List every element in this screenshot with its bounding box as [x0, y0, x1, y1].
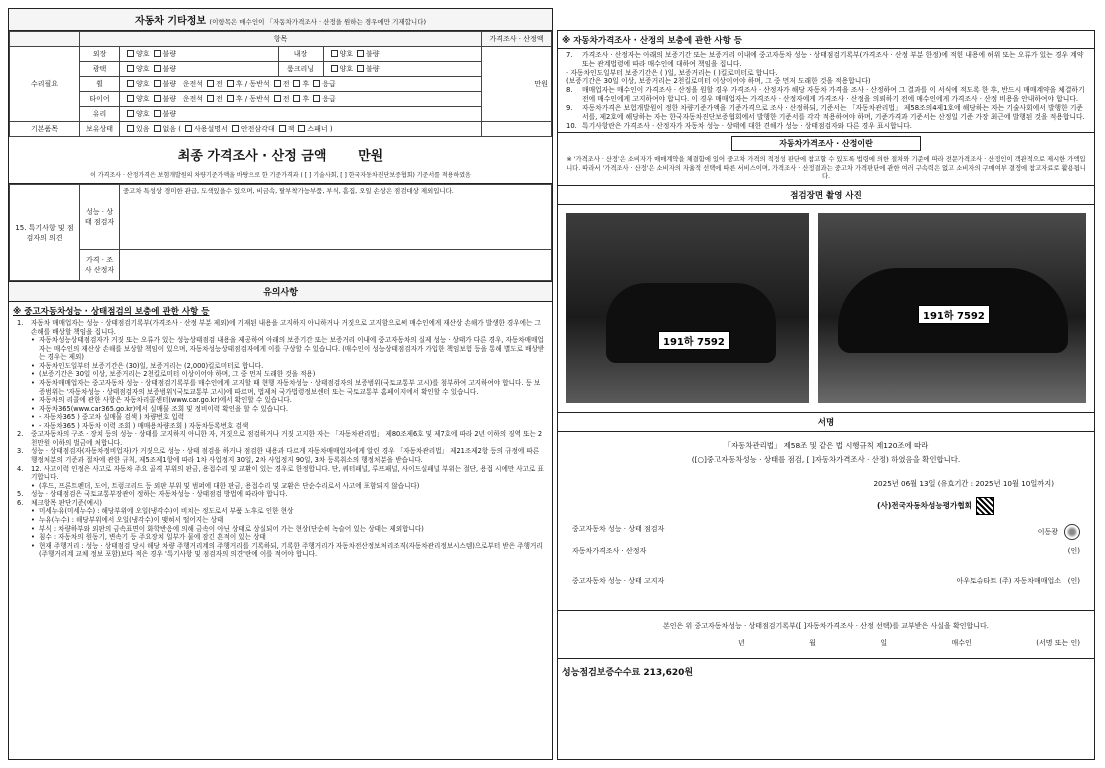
note-number: 9. [566, 103, 573, 112]
manual: 사용설명서 [194, 125, 228, 133]
row-interior: 내장 [278, 47, 323, 62]
extra-info-title [9, 9, 552, 31]
date-line: 2025년 06월 13일 (유효기간 : 2025년 10월 10일까지) [873, 478, 1054, 488]
rear: 후 [302, 80, 310, 88]
front: 전 [216, 80, 223, 88]
price-unit: 만원 [482, 47, 552, 122]
opt-good: 양호 [339, 65, 354, 73]
note-item: (보증기간은 30일 이상, 보증거리는 2천킬로미터 이상이어야 하며, 그 중 먼저 도래한 것을 적용합니다) [566, 77, 871, 86]
note-item: • - 자동차365 ) 중고차 실매물 검색 ) 차량번호 입력 [17, 413, 546, 422]
note-number: 5. [17, 490, 24, 499]
driver-side: 운전석 [182, 95, 204, 103]
note-number: 1. [17, 319, 24, 327]
note-item: • 누유(누수) : 해당부위에서 오일(냉각수)이 맺혀서 떨어지는 상태 [17, 516, 546, 525]
note-text: 성능 · 상태점검자(자동차정비업자)가 거짓으로 성능 · 상태 점검을 하거나 점검한 내용과 다르게 자동차매매업자에게 알린 경우 「자동차관리법」 제21조제2항 등의 규정에 따른 행정처분의 기준과 절차에 관한 규칙, 제5조제1항에 따라 1차 사업정지 30일, 2차 사업정지 90일, 3차 등록취소의 행정처분을 받습니다. [31, 447, 540, 464]
note-item [17, 465, 546, 482]
photos-title: 점검장면 촬영 사진 [558, 186, 1094, 205]
checkbox[interactable] [154, 50, 161, 57]
notifier-name: 아우토슈타트 (주) 자동차매매업소 [956, 576, 1062, 585]
opt-bad: 불량 [162, 95, 177, 103]
checkbox[interactable] [357, 65, 364, 72]
day-label: 일 [880, 638, 888, 647]
opt-bad: 불량 [366, 65, 380, 73]
right-section-title: ※ 자동차가격조사 · 산정의 보충에 관한 사항 등 [558, 31, 1094, 49]
checkbox[interactable] [274, 80, 281, 87]
checkbox[interactable] [154, 95, 161, 102]
qr-code-icon [976, 497, 994, 515]
checkbox[interactable] [293, 95, 300, 102]
confirm-line: ([○]중고자동차성능 · 상태를 점검, [ ]자동차가격조사 · 산정) 하였음을 확인합니다. [691, 454, 961, 464]
seal-icon [1064, 524, 1080, 540]
association-name: (사)전국자동차성능평가협회 [877, 500, 972, 510]
notifier-seal: (인) [1067, 576, 1080, 585]
extra-info-table [9, 31, 552, 137]
col-price-header: 가격조사 · 산정액 [482, 32, 552, 47]
note-item [566, 86, 1086, 104]
note-item [17, 319, 546, 336]
license-plate-right: 191하 7592 [918, 305, 990, 324]
note-text: 12. 사고이력 인정은 사고로 자동차 주요 골격 부위의 판금, 용접수리 및 교환이 있는 경우로 한정합니다. 단, 쿼터패널, 루프패널, 사이드실패널 부위는 절단, 용접 시에만 사고로 표기합니다. [31, 464, 544, 482]
opt-good: 양호 [136, 80, 150, 88]
checkbox[interactable] [154, 65, 161, 72]
opt-bad: 불량 [162, 110, 177, 118]
buyer-label: 매수인 [951, 638, 972, 647]
possession-price [482, 122, 552, 137]
checkbox[interactable] [232, 125, 239, 132]
checkbox[interactable] [279, 125, 286, 132]
note-item: • 자동차성능상태점검자가 거짓 또는 오류가 있는 성능상태점검 내용을 제공하여 아래의 보증기간 또는 보증거리 이내에 중고자동차의 실제 성능 · 상태가 다른 경우, 자동차매매업자는 매수인의 재산상 손해를 보상할 책임이 있으며, 자동차성능상태점검자에게 이를 구상할 수 있습니다. (매수인이 성능상태점검자가 가입한 책임보험 등을 통해 별도로 배상받는 경우는 제외) [17, 336, 546, 362]
final-price-heading [9, 137, 552, 168]
caution-title: 유의사항 [9, 281, 552, 302]
note-text: 체크항목 판단기준(예시) [31, 498, 102, 507]
note-number: 6. [17, 498, 24, 507]
photos-area [558, 205, 1094, 413]
basic-items-label: 기본품목 [10, 122, 80, 137]
note-text: 성능 · 상태점검은 국토교통부장관이 정하는 자동차성능 · 상태점검 방법에 따라야 합니다. [31, 490, 288, 499]
exterior-options [120, 47, 279, 62]
note-item: • 자동차인도일부터 보증기간은 (30)일, 보증거리는 (2,000)킬로미터로 합니다. [17, 362, 546, 371]
rear: 후 [302, 95, 310, 103]
final-price-heading-text: 최종 가격조사 · 산정 금액 [177, 149, 327, 164]
checkbox[interactable] [207, 95, 214, 102]
checkbox[interactable] [313, 95, 320, 102]
notifier-row [558, 576, 1094, 586]
interior-options [323, 47, 482, 62]
right-panel [557, 30, 1095, 760]
note-item [17, 430, 546, 447]
checkbox[interactable] [154, 80, 161, 87]
note-item [17, 447, 546, 464]
opt-bad: 불량 [162, 65, 177, 73]
opt-good: 양호 [339, 50, 354, 58]
note-text: 특기사항란은 가격조사 · 산정자가 자동차 성능 · 상태에 대한 견해가 성능 · 상태점검자와 다른 경우 표시합니다. [582, 121, 912, 130]
row-room-cleaning: 룸크리닝 [278, 62, 323, 77]
row-exterior: 외장 [80, 47, 120, 62]
gloss-options [120, 62, 279, 77]
law-line: 「자동차관리법」 제58조 및 같은 법 시행규칙 제120조에 따라 [723, 440, 929, 450]
note-text: 중고자동차의 구조 · 장치 등의 성능 · 상태를 고지하지 아니한 자, 거짓으로 점검하거나 거짓 고지한 자는 「자동차관리법」 제80조제6호 및 제7호에 따라 2년 이하의 징역 또는 2천만원 이하의 벌금에 처합니다. [31, 430, 543, 447]
car-body [606, 283, 776, 363]
checkbox[interactable] [227, 95, 234, 102]
spanner: 스패너 ) [307, 125, 333, 133]
row-tire: 타이어 [80, 92, 120, 107]
opinion-label: 15. 특기사항 및 점검자의 의견 [10, 185, 80, 281]
none: 없음 ( [162, 125, 182, 133]
buyer-row [738, 638, 1080, 648]
checkbox[interactable] [357, 50, 364, 57]
note-item: • (보증기간은 30일 이상, 보증거리는 2천킬로미터 이상이어야 하며, 그 중 먼저 도래한 것을 적용) [17, 370, 546, 379]
opt-bad: 불량 [162, 50, 177, 58]
checkbox[interactable] [185, 125, 192, 132]
checkbox[interactable] [154, 125, 161, 132]
opt-bad: 불량 [162, 80, 177, 88]
front: 전 [282, 95, 290, 103]
appraiser-row [558, 546, 1094, 556]
checkbox[interactable] [127, 80, 134, 87]
inspector-name: 이동광 [1037, 527, 1058, 536]
checkbox[interactable] [154, 110, 161, 117]
note-text: 자동차가격은 보험개발원이 정한 차량기준가액을 기준가격으로 조사 · 산정하되, 기준서는 「자동차관리법」 제58조의4제1호에 해당하는 자는 기술사회에서 발행한 기준서를, 제2호에 해당하는 자는 한국자동차진단보증협회에서 발행한 기준서를 각각 적용하여야 하며, 기준가격과 기준서는 산정일 기준 가장 최근에 발행된 것을 적용합니다. [582, 103, 1085, 121]
checkbox[interactable] [313, 80, 320, 87]
repair-needed-label: 수리필요 [10, 47, 80, 122]
glass-options [120, 107, 482, 122]
note-item [566, 51, 1086, 69]
emergency: 응급 [322, 95, 336, 103]
note-item: • - 자동차365 ) 자동차 이력 조회 ) 매매용차량조회 ) 자동차등록번호 검색 [17, 422, 546, 431]
opt-good: 양호 [136, 65, 150, 73]
checkbox[interactable] [331, 65, 338, 72]
signature-area [558, 432, 1094, 688]
month-label: 월 [809, 638, 816, 647]
inspector-label: 중고자동차 성능 · 상태 점검자 [572, 524, 665, 533]
opt-good: 양호 [136, 95, 150, 103]
wheel-options: 양호 불량 운전석 전 후 / 동반석 전 후 응급 [120, 77, 482, 92]
note-item [566, 104, 1086, 122]
note-number: 3. [17, 447, 24, 456]
final-price-basis: 이 가격조사 · 산정가격은 보험개발원의 차량기준가액을 바탕으로 한 기준가격과 ( [ ] 기술사회, [ ] 한국자동차진단보증협회) 기준서를 적용하였음 [9, 168, 552, 184]
inspector-row [558, 524, 1094, 540]
note-item: • 자동차의 리콜에 관한 사항은 자동차리콜센터(www.car.go.kr)에서 확인할 수 있습니다. [17, 396, 546, 405]
appraiser-label: 자동차가격조사 · 산정자 [572, 546, 647, 555]
checkbox[interactable] [127, 95, 134, 102]
signature-title: 서명 [558, 413, 1094, 432]
opt-bad: 불량 [366, 50, 380, 58]
extra-info-subtitle: (이항목은 매수인이 「자동차가격조사 · 산정을 원하는 경우에만 기재합니다) [209, 18, 427, 26]
driver-side: 운전석 [182, 80, 204, 88]
note-item: • (후드, 프론트펜더, 도어, 트렁크리드 등 외판 부위 및 범퍼에 대한 판금, 용접수리 및 교환은 단순수리로서 사고에 포함되지 않습니다) [17, 482, 546, 491]
checkbox[interactable] [274, 95, 281, 102]
year-label: 년 [738, 638, 745, 647]
row-possession: 보유상태 [80, 122, 120, 137]
checkbox[interactable] [127, 125, 134, 132]
left-section-title: ※ 중고자동차성능 · 상태점검의 보충에 관한 사항 등 [13, 307, 210, 317]
extra-info-title-text: 자동차 기타정보 [134, 16, 207, 27]
notifier-label: 중고자동차 성능 · 상태 고지자 [572, 576, 665, 585]
note-item: · 자동차인도일부터 보증기간은 ( )일, 보증거리는 ( )킬로미터로 합니다. [566, 68, 778, 77]
about-box-text: ※ '가격조사 · 산정'은 소비자가 매매계약을 체결함에 있어 중고차 가격의 적정성 판단에 참고할 수 있도록 법령에 의한 절차와 기준에 따라 전문가격조사 · 산정인이 객관적으로 제시한 가액입니다. 따라서 '가격조사 · 산정'은 소비자의 자율적 선택에 따른 서비스이며, 가격조사 · 산정결과는 중고차 가격판단에 관한 여러 구속력은 없고 소비자의 구매여부 결정에 참고자료로 활용됩니다. [558, 154, 1094, 186]
rear: 후 [235, 95, 243, 103]
note-item: • 침수 : 자동차의 원동기, 변속기 등 주요장치 일부가 물에 잠긴 흔적이 있는 상태 [17, 533, 546, 542]
note-number: 8. [566, 86, 573, 95]
right-notes [558, 49, 1094, 132]
left-notes [9, 319, 552, 559]
rear: 후 [235, 80, 243, 88]
checkbox[interactable] [127, 65, 134, 72]
passenger-side: 동반석 [249, 95, 270, 103]
appraiser-seal: (인) [1067, 546, 1080, 555]
possession-options [120, 122, 482, 137]
room-cleaning-options [323, 62, 482, 77]
note-number: 7. [566, 51, 573, 59]
fee-line: 성능점검보증수수료 213,620원 [558, 658, 1094, 684]
association-row [558, 489, 1094, 515]
license-plate-left: 191하 7592 [658, 331, 730, 350]
note-text: 매매업자는 매수인이 가격조사 · 산정을 원할 경우 가격조사 · 산정자가 해당 자동차 가격을 조사 · 산정하여 그 결과를 이 서식에 적도록 한 후, 반드시 매매계약을 체결하기 전에 매수인에게 고지하여야 합니다. 이 경우 매매업자는 가격조사 · 산정자에게 가격조사 · 산정을 의뢰하기 전에 매수인에게 가격조사 · 산정 비용을 안내하여야 합니다. [582, 86, 1085, 104]
left-panel [8, 8, 553, 760]
checkbox[interactable] [127, 110, 134, 117]
note-number: 2. [17, 430, 24, 439]
note-item: • 미세누유(미세누수) : 해당부위에 오일(냉각수)이 비치는 정도로서 부품 노후로 인한 현상 [17, 507, 546, 516]
note-item: • 부식 : 차량하부와 외판의 금속표면이 화학반응에 의해 금속이 아닌 상태로 상실되어 가는 현상(단순히 녹슬어 있는 상태는 제외합니다) [17, 525, 546, 534]
price-appraiser-label: 가격 · 조사 산정자 [80, 249, 120, 280]
note-number: 10. [566, 121, 577, 130]
checkbox[interactable] [298, 125, 305, 132]
price-appraiser-opinion [120, 249, 552, 280]
tire-options: 양호 불량 운전석 전 후 / 동반석 전 후 응급 [120, 92, 482, 107]
checkbox[interactable] [227, 80, 234, 87]
note-item: • 자동차365(www.car365.go.kr)에서 실매물 조회 및 정비이력 확인을 할 수 있습니다. [17, 405, 546, 414]
opt-good: 양호 [136, 50, 150, 58]
about-box-title: 자동차가격조사 · 산정이란 [731, 136, 921, 151]
emergency: 응급 [322, 80, 336, 88]
checkbox[interactable] [331, 50, 338, 57]
jack: 잭 [287, 125, 295, 133]
note-text: 가격조사 · 산정자는 아래의 보증기간 또는 보증거리 이내에 중고자동차 성능 · 상태점검기록부(가격조사 · 산정 부분 한정)에 적힌 내용에 허위 또는 오류가 있는 경우 계약 또는 관계법령에 따라 매수인에 대하여 책임을 집니다. [582, 51, 1084, 68]
sign-or-seal: (서명 또는 인) [1036, 638, 1080, 647]
final-price-unit: 만원 [358, 149, 384, 164]
perf-inspector-label: 성능 · 상태 점검자 [80, 185, 120, 250]
note-item [17, 490, 546, 499]
checkbox[interactable] [207, 80, 214, 87]
receipt-line: 본인은 위 중고자동차성능 · 상태점검기록부([ ]자동차가격조사 · 산정 선택)를 교부받은 사실을 확인합니다. [558, 610, 1094, 631]
opt-good: 양호 [136, 110, 150, 118]
note-item [566, 122, 1086, 131]
row-wheel: 휠 [80, 77, 120, 92]
note-item: • 현재 주행거리 : 성능 · 상태점검 당시 해당 차량 주행거리계의 주행거리를 기록하되, 기록한 주행거리가 자동차전산정보처리조직(자동차관리정보시스템)으로부터 받은 주행거리(주행거리계 교체 정보 포함)보다 적은 경우 '특기사항 및 점검자의 의견'란에 이를 적어야 합니다. [17, 542, 546, 559]
front: 전 [282, 80, 290, 88]
row-glass: 유리 [80, 107, 120, 122]
photo-rear-right [818, 213, 1086, 403]
photo-rear-left [566, 213, 809, 403]
have: 있음 [136, 125, 150, 133]
front: 전 [216, 95, 223, 103]
checkbox[interactable] [293, 80, 300, 87]
note-item: • 자동차매매업자는 중고자동차 성능 · 상태점검기록부를 매수인에게 고지할 때 현행 자동차성능 · 상태점검자의 보증범위(국토교통부 고시)를 첨부하여 고지하여야 합니다. 등 보증범위는 '자동차성능 · 상태점검자의 보증범위'(국토교통부 고시)에 따르며, 법제처 국가법령정보센터 또는 국토교통부 홈페이지에서 확인할 수 있습니다. [17, 379, 546, 396]
perf-inspector-opinion: 중고차 특성상 경미한 관급, 도색있을수 있으며, 비금속, 탈부착가능부품, 부식, 흠집, 오일 손상은 점검대상 제외입니다. [120, 185, 552, 250]
opinion-table [9, 184, 552, 281]
note-text: 자동차 매매업자는 성능 · 상태점검기록부(가격조사 · 산정 부분 제외)에 기재된 내용을 고지하지 아니하거나 거짓으로 고지함으로써 매수인에게 재산상 손해가 발생한 경우에는 그 손해를 배상할 책임을 집니다. [31, 319, 541, 336]
blank-header [10, 32, 80, 47]
passenger-side: 동반석 [249, 80, 270, 88]
col-item-header: 항목 [80, 32, 482, 47]
triangle: 안전삼각대 [240, 125, 275, 133]
checkbox[interactable] [127, 50, 134, 57]
row-gloss: 광택 [80, 62, 120, 77]
note-number: 4. [17, 464, 24, 473]
